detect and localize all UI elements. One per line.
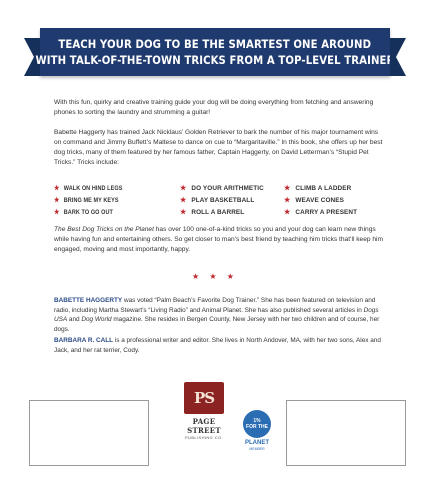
author-name-2: BARBARA R. CALL: [54, 337, 114, 344]
star-icon: ★: [284, 185, 291, 192]
publisher-mark-icon: PS: [184, 382, 224, 414]
star-icon: ★: [180, 197, 187, 204]
trick-item: ★ PLAY BASKETBALL: [180, 196, 255, 204]
trick-item: ★ WALK ON HIND LEGS: [54, 184, 123, 192]
star-icon: ★: [284, 209, 291, 216]
trick-item: ★ CARRY A PRESENT: [284, 208, 358, 216]
publisher-name: PAGE STREET: [187, 417, 221, 435]
body-text: has over 100 one-of-a-kind tricks so you and your dog can learn new things while having fun and entertaining others. So get closer to man’s best friend by teaching him tricks that’ll keep him engaged, moving and most importantly, happy.: [54, 226, 384, 253]
planet-text: PLANET: [245, 440, 269, 446]
star-icon: ★: [180, 209, 187, 216]
author-bio-2: BARBARA R. CALL is a professional writer and editor. She lives in North Andover, MA, with her two sons, Alex and Jack, and her rat terrier, Cody.: [54, 337, 381, 354]
star-icon: ★: [54, 209, 60, 216]
author-name-1: BABETTE HAGGERTY: [54, 297, 123, 304]
star-icon: ★: [54, 185, 60, 192]
publisher-sub: PUBLISHING CO.: [184, 435, 224, 440]
publication-name: Dog World: [81, 316, 112, 323]
trick-item: ★ DO YOUR ARITHMETIC: [180, 184, 264, 192]
star-icon: ★: [180, 185, 187, 192]
book-title: The Best Dog Tricks on the Planet: [54, 226, 154, 233]
planet-circle-icon: 1% FOR THE: [243, 410, 271, 438]
photo-placeholder-left: [29, 400, 149, 466]
star-icon: ★: [54, 197, 60, 204]
planet-sub: MEMBER: [249, 447, 265, 451]
photo-placeholder-right: [286, 400, 406, 466]
publisher-logo: [176, 382, 232, 440]
intro-paragraph-2: Babette Haggerty has trained Jack Nicklaus’ Golden Retriever to bark the number of his major tournament wins on command and Jimmy Buffett’s Maltese to dance on cue to “Margaritaville.” In this book, she offers up her best dog tricks, many of them featured by her famous father, Captain Haggerty, on David Letterman’s “Stupid Pet Tricks.” Tricks include:: [54, 129, 383, 166]
trick-item: ★ BARK TO GO OUT: [54, 208, 113, 216]
publication-name: Dogs USA: [54, 306, 379, 323]
trick-item: ★ CLIMB A LADDER: [284, 184, 352, 192]
trick-item: ★ BRING ME MY KEYS: [54, 196, 119, 204]
body-paragraph: [54, 225, 384, 255]
intro-paragraph-1: With this fun, quirky and creative training guide your dog will be doing everything from fetching and answering phones to sorting the laundry and strumming a guitar!: [54, 99, 374, 116]
one-percent-planet-logo: [240, 410, 274, 451]
headline-banner: [35, 28, 395, 76]
tricks-list: [54, 184, 384, 216]
stars-divider: ★ ★ ★: [192, 272, 238, 281]
headline-line-2: WITH TALK-OF-THE-TOWN TRICKS FROM A TOP-LEVEL TRAINER: [35, 53, 395, 67]
author-bio-1: BABETTE HAGGERTY was voted “Palm Beach’s Favorite Dog Trainer.” She has been featured on television and radio, including Martha Stewart’s “Living Radio” and Animal Planet. She has also published several articles in Dogs USA and Dog World magazine. She resides in Bergen County, New Jersey with her two children and of course, her dogs.: [54, 297, 380, 333]
headline-line-1: TEACH YOUR DOG TO BE THE SMARTEST ONE AROUND: [58, 37, 372, 51]
trick-item: ★ WEAVE CONES: [284, 196, 344, 204]
star-icon: ★: [284, 197, 291, 204]
trick-item: ★ ROLL A BARREL: [180, 208, 245, 216]
